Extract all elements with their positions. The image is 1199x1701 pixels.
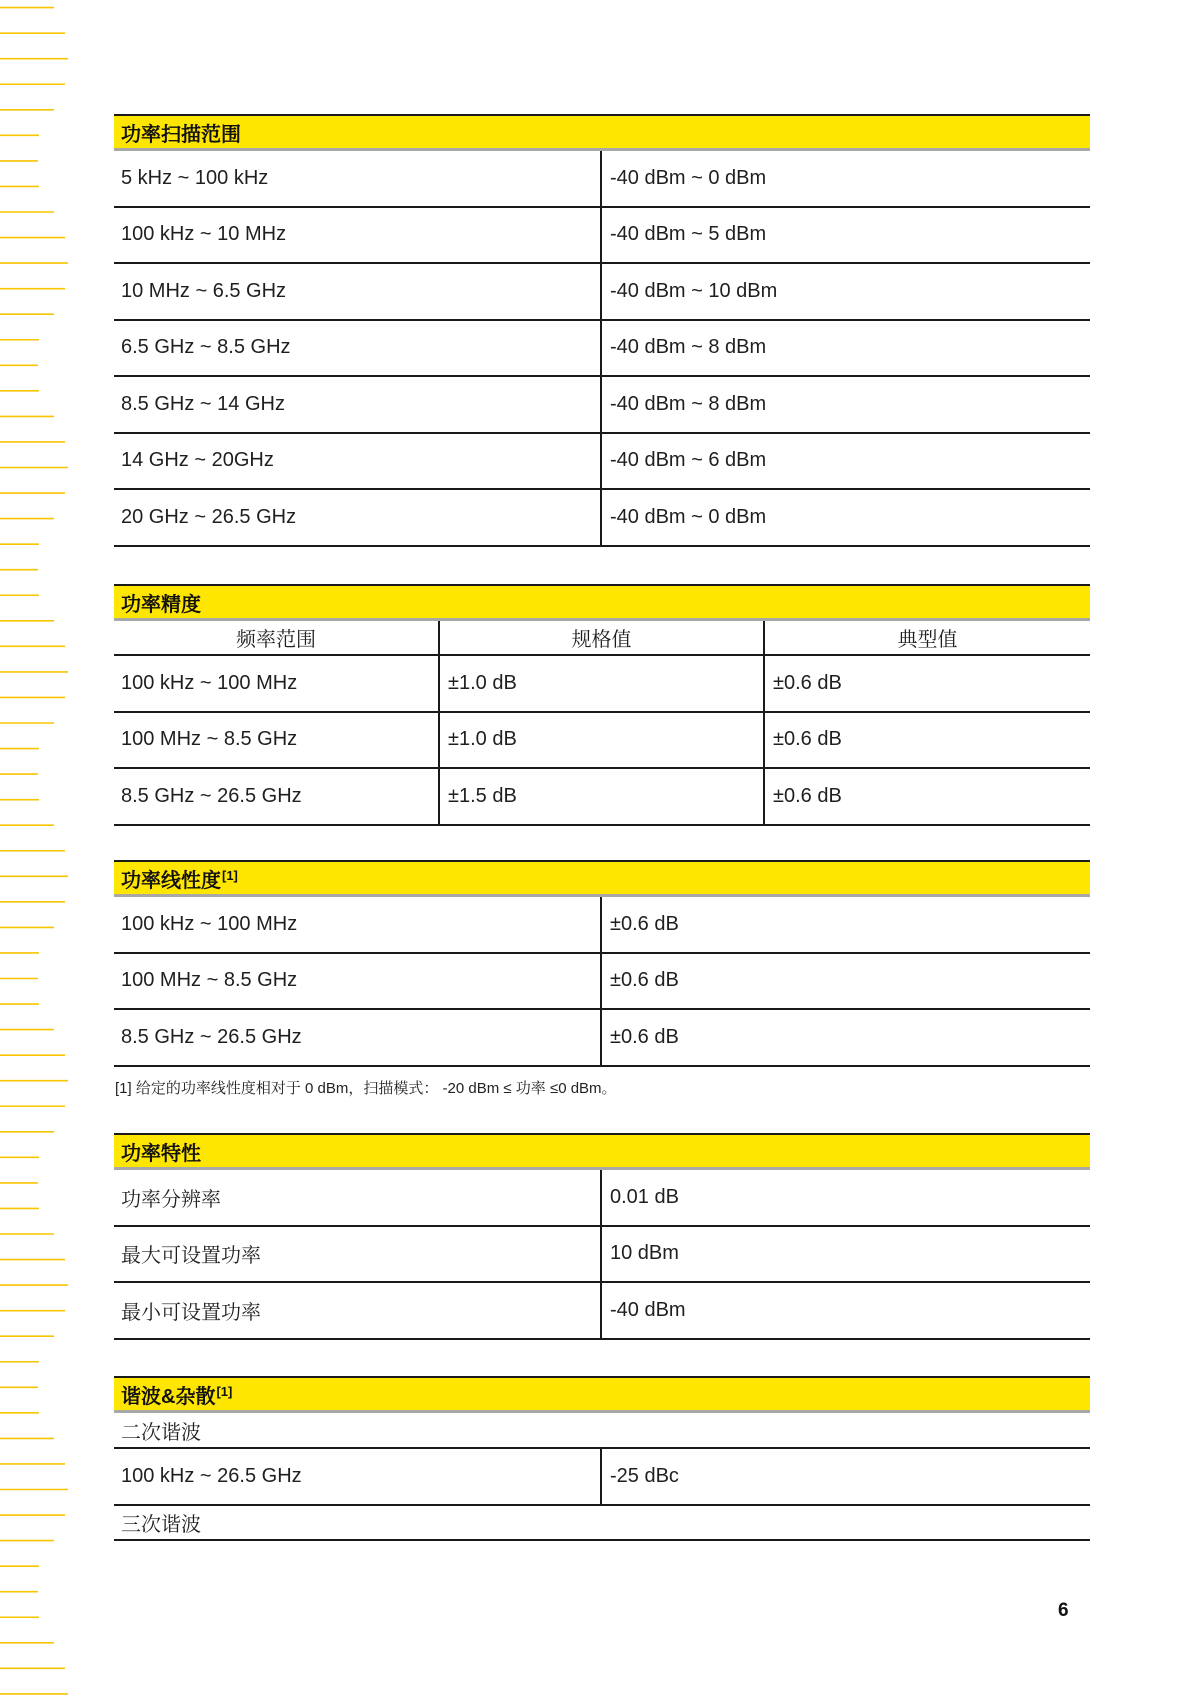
- power-range-cell: -40 dBm ~ 0 dBm: [610, 166, 767, 189]
- footnote-marker: [1]: [222, 867, 238, 883]
- parameter-cell: 最小可设置功率: [114, 1283, 602, 1338]
- footnote: [1] 给定的功率线性度相对于 0 dBm，扫描模式： -20 dBm ≤ 功率 ≤0 dBm。: [115, 1079, 617, 1097]
- table-row: [114, 1449, 1090, 1506]
- frequency-cell: 6.5 GHz ~ 8.5 GHz: [114, 321, 602, 376]
- table-row: [114, 208, 1090, 265]
- power-range-cell: -40 dBm ~ 0 dBm: [610, 505, 767, 528]
- frequency-cell: 10 MHz ~ 6.5 GHz: [114, 264, 602, 319]
- section-title: 谐波&杂散: [121, 1385, 216, 1408]
- power-range-cell: -40 dBm ~ 5 dBm: [610, 223, 767, 246]
- section-title: 功率扫描范围: [121, 123, 241, 146]
- footnote-marker: [1]: [216, 1383, 233, 1399]
- column-header: 典型值: [897, 629, 958, 651]
- frequency-cell: 100 kHz ~ 10 MHz: [114, 208, 602, 263]
- section-header: [114, 860, 1090, 897]
- table-row: [114, 151, 1090, 208]
- table-row: [114, 769, 1090, 826]
- section-header: [114, 114, 1090, 151]
- value-cell: ±0.6 dB: [610, 969, 679, 992]
- section-header: [114, 1133, 1090, 1170]
- frequency-cell: 14 GHz ~ 20GHz: [114, 434, 602, 489]
- typical-value-cell: ±0.6 dB: [773, 784, 842, 807]
- table-row: [114, 713, 1090, 770]
- margin-stripes: [0, 0, 72, 1696]
- typical-value-cell: ±0.6 dB: [773, 728, 842, 751]
- page-number: 6: [1058, 1600, 1069, 1621]
- frequency-cell: 8.5 GHz ~ 26.5 GHz: [114, 1010, 602, 1065]
- spec-value-cell: ±1.5 dB: [440, 769, 765, 824]
- group-label-row: 三次谐波: [114, 1506, 1090, 1541]
- value-cell: 10 dBm: [610, 1242, 679, 1265]
- power-characteristics-table: [114, 1133, 1090, 1340]
- value-cell: -25 dBc: [610, 1464, 679, 1487]
- table-row: [114, 897, 1090, 954]
- value-cell: -40 dBm: [610, 1298, 686, 1321]
- table-row: [114, 656, 1090, 713]
- value-cell: ±0.6 dB: [610, 1025, 679, 1048]
- section-title: 功率精度: [121, 593, 201, 616]
- table-row: [114, 321, 1090, 378]
- section-title: 功率特性: [121, 1142, 201, 1165]
- power-range-cell: -40 dBm ~ 8 dBm: [610, 392, 767, 415]
- column-header: 规格值: [440, 621, 765, 654]
- table-row: [114, 1283, 1090, 1340]
- power-range-cell: -40 dBm ~ 8 dBm: [610, 336, 767, 359]
- frequency-cell: 100 kHz ~ 100 MHz: [114, 656, 440, 711]
- frequency-cell: 100 kHz ~ 26.5 GHz: [114, 1449, 602, 1504]
- frequency-cell: 20 GHz ~ 26.5 GHz: [114, 490, 602, 545]
- frequency-cell: 8.5 GHz ~ 26.5 GHz: [114, 769, 440, 824]
- table-row: [114, 1170, 1090, 1227]
- power-range-cell: -40 dBm ~ 10 dBm: [610, 279, 778, 302]
- table-row: [114, 264, 1090, 321]
- frequency-cell: 8.5 GHz ~ 14 GHz: [114, 377, 602, 432]
- frequency-cell: 100 kHz ~ 100 MHz: [114, 897, 602, 952]
- frequency-cell: 100 MHz ~ 8.5 GHz: [114, 713, 440, 768]
- power-linearity-table: [114, 860, 1090, 1098]
- column-header-row: [114, 621, 1090, 656]
- typical-value-cell: ±0.6 dB: [773, 671, 842, 694]
- power-sweep-range-table: [114, 114, 1090, 547]
- section-header: [114, 584, 1090, 621]
- harmonics-spurious-table: [114, 1376, 1090, 1541]
- parameter-cell: 功率分辨率: [114, 1170, 602, 1225]
- power-range-cell: -40 dBm ~ 6 dBm: [610, 449, 767, 472]
- value-cell: ±0.6 dB: [610, 912, 679, 935]
- table-row: [114, 377, 1090, 434]
- column-header: 频率范围: [114, 621, 440, 654]
- frequency-cell: 5 kHz ~ 100 kHz: [114, 151, 602, 206]
- frequency-cell: 100 MHz ~ 8.5 GHz: [114, 954, 602, 1009]
- group-label-row: 二次谐波: [114, 1413, 1090, 1449]
- section-title: 功率线性度: [121, 869, 221, 892]
- value-cell: 0.01 dB: [610, 1185, 679, 1208]
- table-row: [114, 434, 1090, 491]
- parameter-cell: 最大可设置功率: [114, 1227, 602, 1282]
- spec-value-cell: ±1.0 dB: [440, 656, 765, 711]
- table-row: [114, 954, 1090, 1011]
- power-accuracy-table: [114, 584, 1090, 826]
- table-row: [114, 1010, 1090, 1067]
- spec-value-cell: ±1.0 dB: [440, 713, 765, 768]
- table-row: [114, 490, 1090, 547]
- section-header: [114, 1376, 1090, 1413]
- table-row: [114, 1227, 1090, 1284]
